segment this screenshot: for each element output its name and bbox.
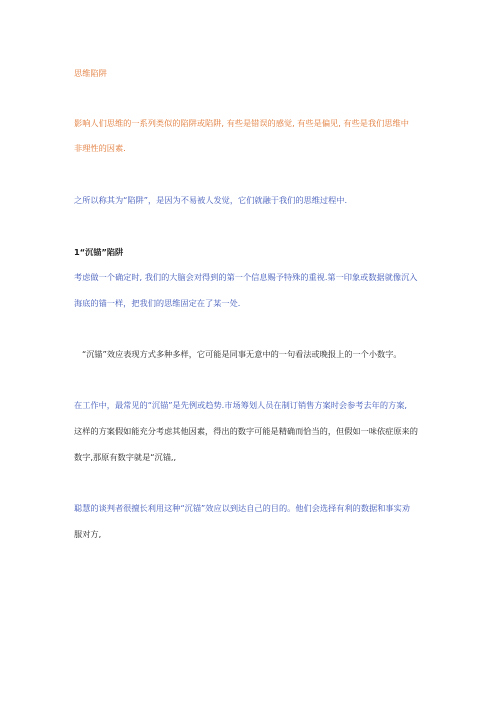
reason-paragraph: 之所以称其为“陷阱”，是因为不易被人发觉，它们就融于我们的思维过程中. xyxy=(74,195,348,205)
intro-line-2: 非理性的因素. xyxy=(74,143,126,153)
section-1-line-1: 考虑做一个确定时, 我们的大脑会对得到的第一个信息赐予特殊的重视.第一印象或数据就像沉入 xyxy=(74,272,418,282)
section-1-line-2: 海底的锚一样，把我们的思维固定在了某一处. xyxy=(74,298,241,308)
section-1-heading: 1“沉锚”陷阱 xyxy=(74,247,124,257)
intro-line-1: 影响人们思维的一系列类似的陷阱或陷阱, 有些是错误的感觉, 有些是偏见, 有些是我们思维中 xyxy=(74,118,409,128)
example-line-2: 这样的方案假如能充分考虑其他因素，得出的数字可能是精确而恰当的，但假如一味依症原来的 xyxy=(74,426,418,436)
negotiator-line-1: 聪慧的谈判者很擅长利用这种“沉锚”效应以到达自己的目的。他们会选择有利的数据和事实劝 xyxy=(74,503,410,513)
negotiator-line-2: 服对方, xyxy=(74,529,102,539)
forms-paragraph: “沉锚”效应表现方式多种多样，它可能是同事无意中的一句看法或晚报上的一个小数字。 xyxy=(82,349,402,359)
example-line-1: 在工作中，最常见的“沉锚”是先例或趋势.市场筹划人员在制订销售方案时会参考去年的方案, xyxy=(74,400,408,410)
example-line-3: 数字,那原有数字就是“沉锚,, xyxy=(74,452,177,462)
document-title: 思维陷阱 xyxy=(74,68,107,78)
